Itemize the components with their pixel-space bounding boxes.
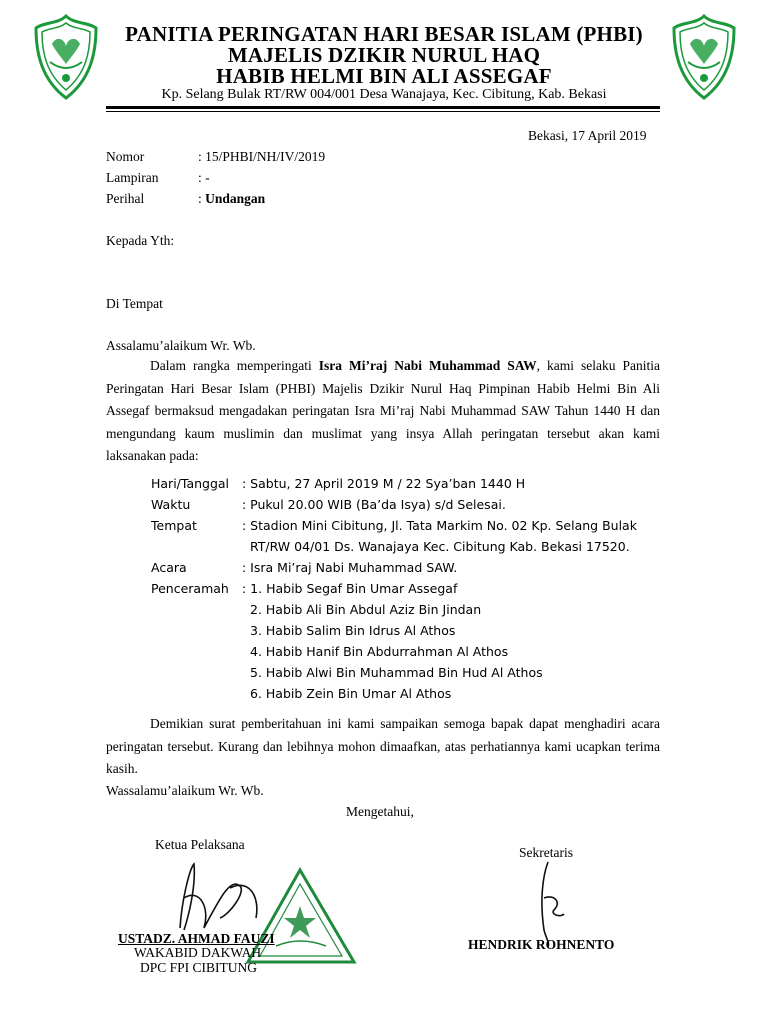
detail-label-date: Hari/Tanggal (151, 476, 230, 491)
right-signatory-name: HENDRIK ROHNENTO (468, 937, 615, 952)
left-signatory-role-2: DPC FPI CIBITUNG (140, 960, 258, 975)
left-signatory-title: Ketua Pelaksana (155, 837, 245, 852)
event-name-bold: Isra Mi’raj Nabi Muhammad SAW (318, 358, 537, 373)
speaker-1: : 1. Habib Segaf Bin Umar Assegaf (242, 581, 458, 596)
body-text-rest: , kami selaku Panitia Peringatan Hari Besar Islam (PHBI) Majelis Dzikir Nurul Haq Pimpinan Habib Helmi Bin Ali Assegaf bermaksud mengadakan peringatan Isra Mi’raj Nabi Muhammad SAW Tahun 1440 H dan mengundang kaum muslimin dan muslimat yang insya Allah peringatan tersebut akan kami laksanakan pada: (106, 358, 660, 463)
subject-text: Undangan (205, 191, 266, 206)
detail-label-speakers: Penceramah (151, 581, 229, 596)
speaker-2: 2. Habib Ali Bin Abdul Aziz Bin Jindan (250, 602, 482, 617)
detail-value-event: : Isra Mi’raj Nabi Muhammad SAW. (242, 560, 458, 575)
header-address: Kp. Selang Bulak RT/RW 004/001 Desa Wanajaya, Kec. Cibitung, Kab. Bekasi (161, 87, 607, 102)
acknowledged-label: Mengetahui, (346, 804, 414, 819)
closing-paragraph (106, 713, 660, 781)
detail-label-venue: Tempat (151, 518, 197, 533)
speaker-4: 4. Habib Hanif Bin Abdurrahman Al Athos (250, 644, 509, 659)
meta-label-nomor: Nomor (106, 149, 145, 164)
recipient-line: Kepada Yth: (106, 233, 175, 248)
speaker-3: 3. Habib Salim Bin Idrus Al Athos (250, 623, 456, 638)
detail-value-date: : Sabtu, 27 April 2019 M / 22 Sya’ban 1440 H (242, 476, 526, 491)
place-date: Bekasi, 17 April 2019 (528, 128, 647, 143)
detail-value-venue-1: : Stadion Mini Cibitung, Jl. Tata Markim No. 02 Kp. Selang Bulak (242, 518, 637, 533)
left-signatory-name: USTADZ. AHMAD FAUZI (118, 931, 275, 946)
header-line-1: PANITIA PERINGATAN HARI BESAR ISLAM (PHBI) (125, 22, 643, 46)
detail-label-time: Waktu (151, 497, 191, 512)
detail-value-time: : Pukul 20.00 WIB (Ba’da Isya) s/d Selesai. (242, 497, 506, 512)
header-line-2: MAJELIS DZIKIR NURUL HAQ (227, 43, 541, 67)
meta-value-perihal (198, 191, 265, 207)
header-rule-thin (106, 111, 660, 112)
meta-value-lampiran: : - (198, 170, 210, 185)
closing-greeting: Wassalamu’alaikum Wr. Wb. (106, 783, 264, 798)
meta-label-lampiran: Lampiran (106, 170, 159, 185)
speaker-5: 5. Habib Alwi Bin Muhammad Bin Hud Al Athos (250, 665, 543, 680)
body-text-start: Dalam rangka memperingati (150, 358, 319, 373)
meta-value-nomor: : 15/PHBI/NH/IV/2019 (198, 149, 326, 164)
meta-label-perihal: Perihal (106, 191, 145, 206)
meta-colon: : (198, 191, 206, 206)
detail-label-event: Acara (151, 560, 187, 575)
closing-text: Demikian surat pemberitahuan ini kami sampaikan semoga bapak dapat menghadiri acara peringatan tersebut. Kurang dan lebihnya mohon dimaafkan, atas perhatiannya kami ucapkan terima kasih. (106, 716, 660, 776)
detail-value-venue-2: RT/RW 04/01 Ds. Wanajaya Kec. Cibitung Kab. Bekasi 17520. (250, 539, 630, 554)
place-line: Di Tempat (106, 296, 163, 311)
right-signatory-title: Sekretaris (519, 845, 573, 860)
left-signatory-role-1: WAKABID DAKWAH (134, 945, 262, 960)
opening-greeting: Assalamu’alaikum Wr. Wb. (106, 338, 256, 353)
speaker-6: 6. Habib Zein Bin Umar Al Athos (250, 686, 452, 701)
header-line-3: HABIB HELMI BIN ALI ASSEGAF (216, 64, 552, 88)
header-rule-thick (106, 106, 660, 109)
body-paragraph (106, 355, 660, 468)
